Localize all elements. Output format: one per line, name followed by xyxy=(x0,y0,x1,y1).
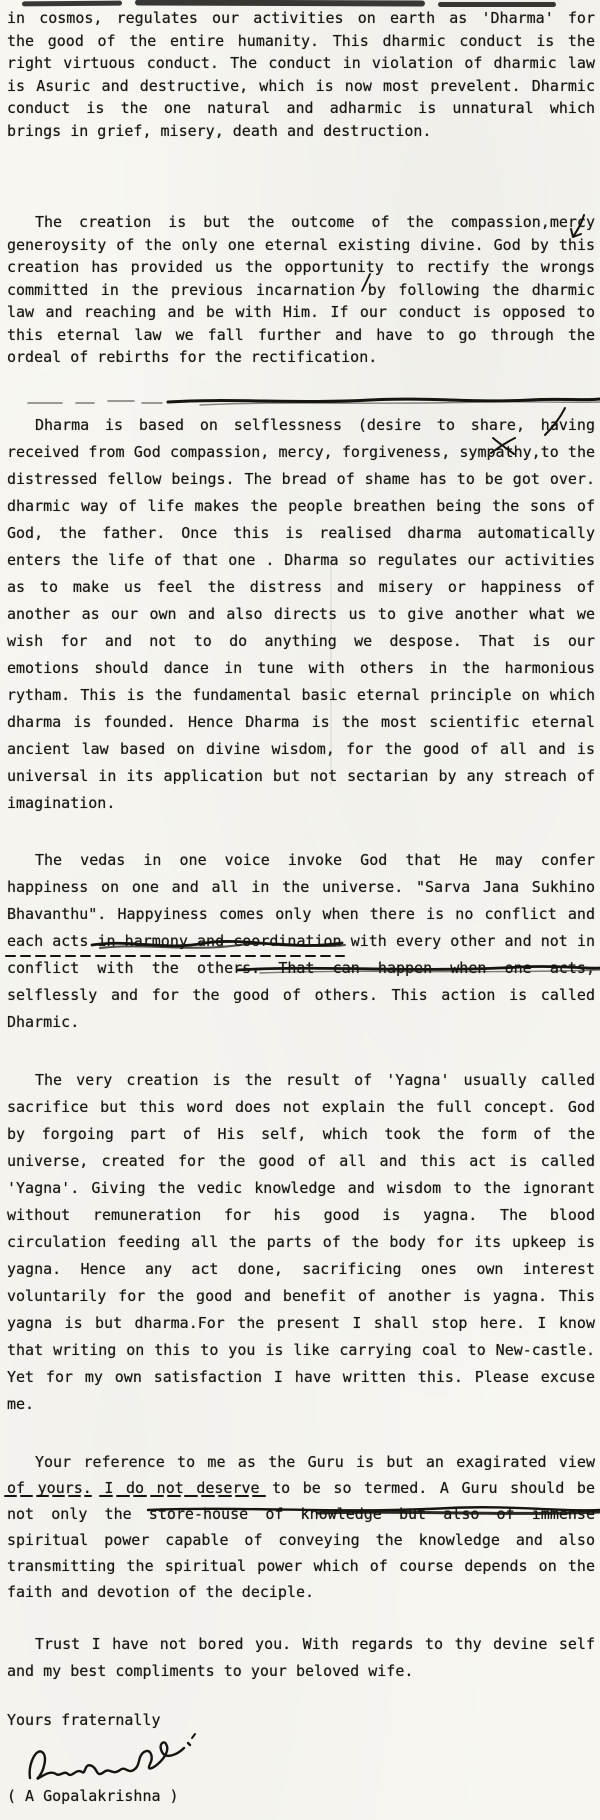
text-line: The creation is but the outcome of the compassion,mercy xyxy=(35,213,595,231)
text-line: without remuneration for his good is yagna. The blood xyxy=(7,1206,595,1224)
text-line: conduct is the one natural and adharmic is unnatural which xyxy=(7,99,595,117)
text-line: another as our own and also directs us to give another what we xyxy=(7,605,595,623)
text-line: committed in the previous incarnation by following the dharmic xyxy=(7,280,595,299)
paragraph-creation xyxy=(7,212,595,370)
text-line: Yet for my own satisfaction I have written this. Please excuse xyxy=(7,1368,595,1386)
text-line: Dharma is based on selflessness (desire to share, having xyxy=(35,416,595,434)
scan-artifact-top-edge xyxy=(22,1,122,7)
text-line: universal in its application but not sectarian by any streach of xyxy=(7,767,595,785)
paragraph-vedas xyxy=(7,850,595,1039)
text-line: God, the father. Once this is realised dharma automatically xyxy=(7,524,595,542)
text-line: conflict with the others. That can happen when one acts, xyxy=(7,959,595,977)
text-line: 'Yagna'. Giving the vedic knowledge and wisdom to the ignorant xyxy=(7,1179,595,1197)
text-line: law and reaching and be with Him. If our conduct is opposed to xyxy=(7,303,595,321)
text-line: rytham. This is the fundamental basic eternal principle on which xyxy=(7,686,595,704)
text-line: imagination. xyxy=(7,794,116,812)
text-line: transmitting the spiritual power which of course depends on the xyxy=(7,1557,595,1575)
text-line: as to make us feel the distress and misery or happiness of xyxy=(7,578,595,596)
text-line: faith and devotion of the deciple. xyxy=(7,1583,315,1601)
smudged-horizontal-rule xyxy=(0,394,600,410)
text-line: voluntarily for the good and benefit of another is yagna. This xyxy=(7,1287,595,1305)
text-line: not only the store-house of knowledge but also of immense xyxy=(7,1505,595,1523)
text-line: happiness on one and all in the universe. "Sarva Jana Sukhino xyxy=(7,878,595,896)
text-line: by forgoing part of His self, which took the form of the xyxy=(7,1125,595,1143)
text-line: The vedas in one voice invoke God that He may confer xyxy=(35,851,595,869)
text-line: Trust I have not bored you. With regards to thy devine self xyxy=(35,1635,595,1653)
text-line: Bhavanthu". Happyiness comes only when there is no conflict and xyxy=(7,905,595,923)
text-line: this eternal law we fall further and have to go through the xyxy=(7,325,595,344)
text-line: yagna is but dharma.For the present I shall stop here. I know xyxy=(7,1314,595,1332)
text-line: generoysity of the only one eternal existing divine. God by this xyxy=(7,235,595,254)
text-line: circulation feeding all the parts of the body for its upkeep is xyxy=(7,1233,595,1251)
text-line: wish for and not to do anything we despose. That is our xyxy=(7,632,595,650)
paragraph-guru xyxy=(7,1452,595,1608)
text-line: the good of the entire humanity. This dharmic conduct is the xyxy=(7,31,595,50)
signed-name: ( A Gopalakrishna ) xyxy=(7,1787,179,1805)
text-line: each acts in harmony and coordination with every other and not in xyxy=(7,932,595,950)
text-line: brings in grief, misery, death and destruction. xyxy=(7,121,432,140)
text-line: of yours. I do not deserve to be so termed. A Guru should be xyxy=(7,1479,595,1497)
text-line: in cosmos, regulates our activities on earth as 'Dharma' for xyxy=(7,9,595,27)
text-line: ordeal of rebirths for the rectification. xyxy=(7,348,378,366)
text-line: creation has provided us the opportunity to rectify the wrongs xyxy=(7,258,595,276)
text-line: emotions should dance in tune with others in the harmonious xyxy=(7,659,595,677)
text-line: universe, created for the good of all and this act is called xyxy=(7,1152,595,1170)
scan-artifact-top-edge xyxy=(438,2,556,7)
paragraph-yagna xyxy=(7,1070,595,1421)
text-line: Dharmic. xyxy=(7,1013,80,1031)
text-line: selflessly and for the good of others. This action is called xyxy=(7,986,595,1004)
text-line: sacrifice but this word does not explain the full concept. God xyxy=(7,1098,595,1116)
scan-artifact-top-edge xyxy=(135,0,425,7)
text-line: dharmic way of life makes the people breathen being the sons of xyxy=(7,497,595,515)
text-line: enters the life of that one . Dharma so regulates our activities xyxy=(7,551,595,569)
text-line: right virtuous conduct. The conduct in violation of dharmic law xyxy=(7,54,595,72)
text-line: spiritual power capable of conveying the knowledge and also xyxy=(7,1531,595,1549)
text-line: received from God compassion, mercy, forgiveness, sympathy,to the xyxy=(7,443,595,461)
text-line: me. xyxy=(7,1395,35,1413)
text-line: yagna. Hence any act done, sacrificing ones own interest xyxy=(7,1260,595,1278)
closing-valediction: Yours fraternally xyxy=(7,1711,161,1729)
text-line: dharma is founded. Hence Dharma is the most scientific eternal xyxy=(7,713,595,731)
signature xyxy=(20,1730,230,1794)
text-line: Your reference to me as the Guru is but an exagirated view xyxy=(35,1453,595,1471)
text-line: is Asuric and destructive, which is now most prevelent. Dharmic xyxy=(7,76,595,95)
paragraph-trust xyxy=(7,1634,595,1688)
text-line: The very creation is the result of 'Yagna' usually called xyxy=(35,1071,595,1089)
text-line: and my best compliments to your beloved wife. xyxy=(7,1662,414,1680)
text-line: ancient law based on divine wisdom, for the good of all and is xyxy=(7,740,595,758)
text-line: that writing on this to you is like carrying coal to New-castle. xyxy=(7,1341,595,1359)
paragraph-dharma-selflessness xyxy=(7,415,595,820)
paragraph-dharma-conduct xyxy=(7,8,595,143)
text-line: distressed fellow beings. The bread of shame has to be got over. xyxy=(7,470,595,488)
